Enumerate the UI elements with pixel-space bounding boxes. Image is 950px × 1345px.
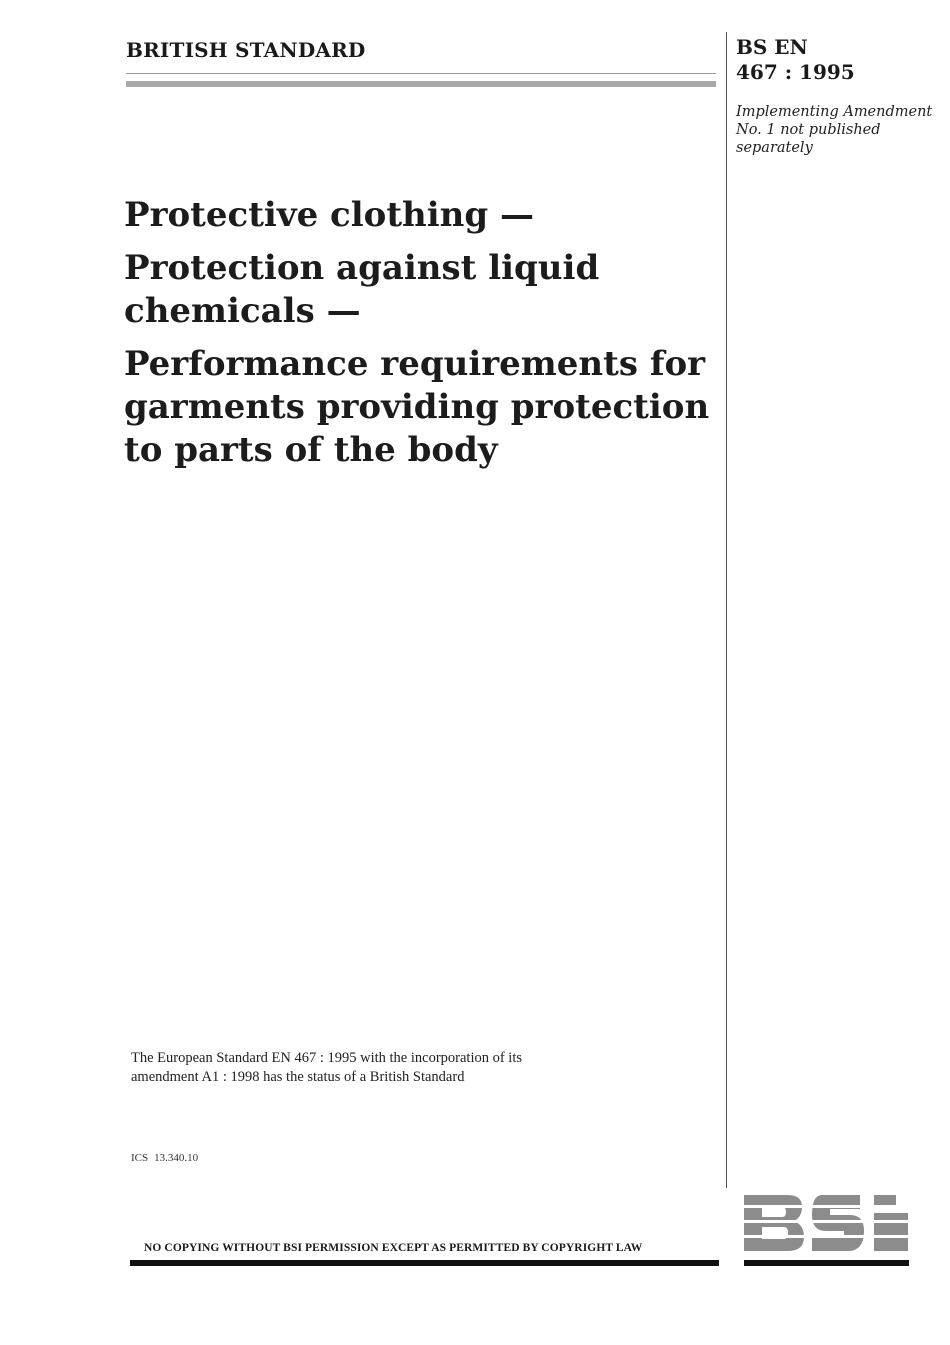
footer-bar-right: [744, 1260, 909, 1266]
title-part-2: Protection against liquid chemicals —: [124, 248, 600, 331]
footer-bar-left: [130, 1260, 719, 1266]
header-thin-rule: [126, 73, 716, 74]
ics-code: [131, 1152, 204, 1164]
document-header-label: BRITISH STANDARD: [126, 38, 366, 62]
document-title: [124, 194, 724, 482]
standard-number: [736, 35, 855, 85]
amendment-note: Implementing Amendment No. 1 not published separately: [736, 104, 933, 156]
ics-value: 13.340.10: [154, 1152, 199, 1164]
ics-label: ICS: [131, 1152, 149, 1164]
bsi-logo: [742, 1193, 910, 1253]
copyright-notice: NO COPYING WITHOUT BSI PERMISSION EXCEPT AS PERMITTED BY COPYRIGHT LAW: [144, 1242, 643, 1254]
standard-number-line1: BS EN: [736, 35, 808, 59]
header-thick-rule: [126, 81, 716, 87]
standard-number-line2: 467 : 1995: [736, 60, 855, 84]
status-statement: [131, 1049, 691, 1087]
status-line-1: The European Standard EN 467 : 1995 with the incorporation of its: [131, 1050, 523, 1066]
title-part-3: Performance requirements for garments providing protection to parts of the body: [124, 344, 710, 470]
status-line-2: amendment A1 : 1998 has the status of a British Standard: [131, 1069, 465, 1085]
title-part-1: Protective clothing —: [124, 195, 535, 235]
column-divider: [726, 32, 727, 1188]
